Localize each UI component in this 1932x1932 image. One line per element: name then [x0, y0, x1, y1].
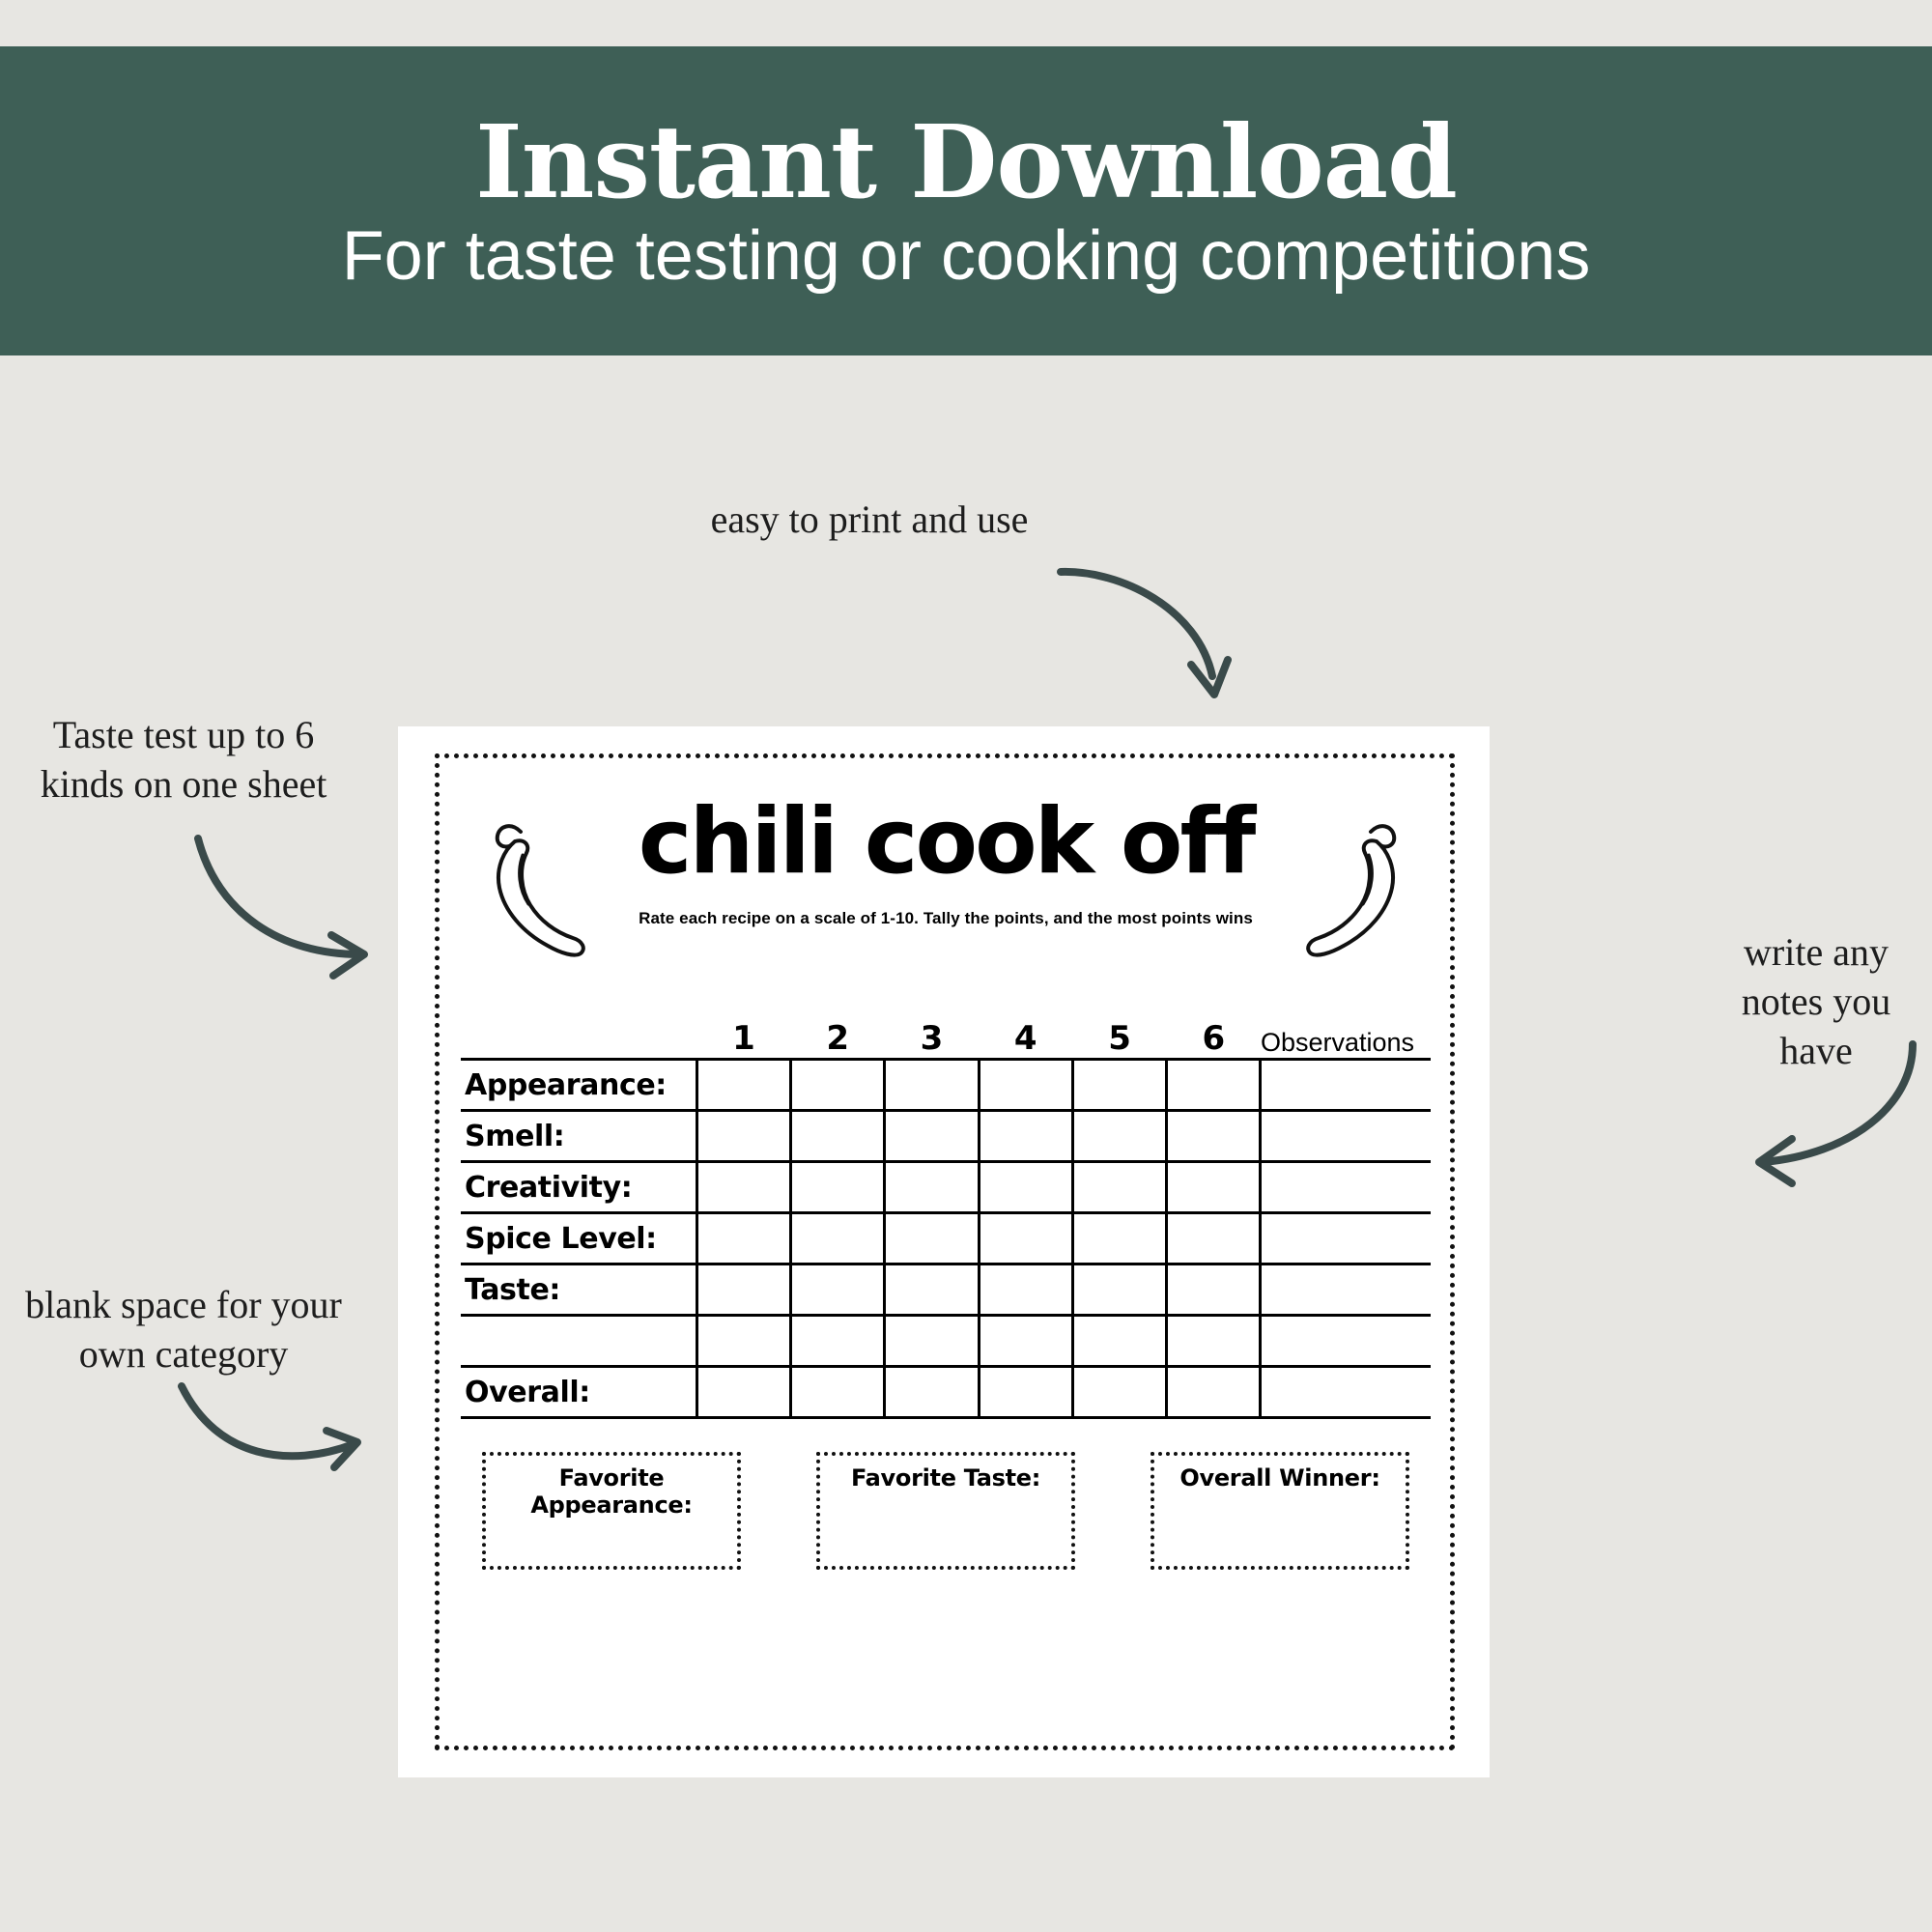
favorite-taste-box[interactable]: [816, 1452, 1075, 1570]
table-row: [461, 1264, 1431, 1316]
column-header-1: 1: [732, 1019, 755, 1058]
row-label-overall: Overall:: [461, 1367, 696, 1418]
cell-overall-5[interactable]: [1072, 1367, 1166, 1418]
cell-appearance-6[interactable]: [1167, 1060, 1261, 1111]
cell-smell-4[interactable]: [979, 1111, 1072, 1162]
column-header-observations: Observations: [1260, 1028, 1415, 1057]
cell-smell-observations[interactable]: [1261, 1111, 1431, 1162]
cell-blank-4[interactable]: [979, 1316, 1072, 1367]
cell-overall-2[interactable]: [791, 1367, 885, 1418]
cell-appearance-2[interactable]: [791, 1060, 885, 1111]
table-row: [461, 1111, 1431, 1162]
annotation-easy-to-print: easy to print and use: [710, 497, 1029, 541]
row-label-taste: Taste:: [461, 1264, 696, 1316]
cell-smell-2[interactable]: [791, 1111, 885, 1162]
chili-pepper-icon: [1299, 812, 1425, 972]
cell-blank-6[interactable]: [1167, 1316, 1261, 1367]
table-row: [461, 1367, 1431, 1418]
row-label-spice-level: Spice Level:: [461, 1213, 696, 1264]
promo-banner: [0, 46, 1932, 355]
header-spacer: [461, 1006, 696, 1060]
banner-subtitle: For taste testing or cooking competitions: [341, 216, 1591, 295]
scorecard-table: [461, 1006, 1431, 1419]
cell-blank-3[interactable]: [885, 1316, 979, 1367]
cell-appearance-5[interactable]: [1072, 1060, 1166, 1111]
cell-taste-observations[interactable]: [1261, 1264, 1431, 1316]
sheet-header: [461, 789, 1431, 990]
cell-creativity-4[interactable]: [979, 1162, 1072, 1213]
cell-smell-3[interactable]: [885, 1111, 979, 1162]
favorite-appearance-box[interactable]: [482, 1452, 741, 1570]
arrow-left-upper-icon: [188, 831, 382, 985]
cell-blank-observations[interactable]: [1261, 1316, 1431, 1367]
cell-spice-observations[interactable]: [1261, 1213, 1431, 1264]
overall-winner-label: Overall Winner:: [1179, 1464, 1380, 1492]
table-row: [461, 1162, 1431, 1213]
cell-taste-3[interactable]: [885, 1264, 979, 1316]
cell-smell-1[interactable]: [696, 1111, 790, 1162]
table-header-row: [461, 1006, 1431, 1060]
table-row: [461, 1060, 1431, 1111]
row-label-blank[interactable]: [461, 1316, 696, 1367]
favorite-appearance-label: Favorite Appearance:: [530, 1464, 693, 1519]
arrow-top-icon: [1053, 560, 1246, 715]
row-label-appearance: Appearance:: [461, 1060, 696, 1111]
cell-creativity-6[interactable]: [1167, 1162, 1261, 1213]
bottom-boxes: [461, 1452, 1431, 1570]
cell-spice-4[interactable]: [979, 1213, 1072, 1264]
cell-smell-5[interactable]: [1072, 1111, 1166, 1162]
cell-taste-5[interactable]: [1072, 1264, 1166, 1316]
table-row: [461, 1213, 1431, 1264]
cell-blank-2[interactable]: [791, 1316, 885, 1367]
cell-smell-6[interactable]: [1167, 1111, 1261, 1162]
cell-spice-1[interactable]: [696, 1213, 790, 1264]
cell-overall-6[interactable]: [1167, 1367, 1261, 1418]
annotation-blank-space: blank space for your own category: [25, 1283, 342, 1377]
cell-taste-1[interactable]: [696, 1264, 790, 1316]
cell-overall-4[interactable]: [979, 1367, 1072, 1418]
cell-creativity-observations[interactable]: [1261, 1162, 1431, 1213]
row-label-smell: Smell:: [461, 1111, 696, 1162]
column-header-4: 4: [1013, 1019, 1037, 1058]
cell-taste-2[interactable]: [791, 1264, 885, 1316]
favorite-taste-label: Favorite Taste:: [850, 1464, 1041, 1492]
cell-spice-2[interactable]: [791, 1213, 885, 1264]
sheet-instructions: Rate each recipe on a scale of 1-10. Tally the points, and the most points wins: [639, 909, 1253, 927]
cell-appearance-4[interactable]: [979, 1060, 1072, 1111]
chili-pepper-icon: [467, 812, 592, 972]
cell-blank-1[interactable]: [696, 1316, 790, 1367]
column-header-3: 3: [920, 1019, 944, 1058]
table-row: [461, 1316, 1431, 1367]
banner-title: Instant Download: [475, 101, 1457, 221]
cell-taste-4[interactable]: [979, 1264, 1072, 1316]
cell-overall-3[interactable]: [885, 1367, 979, 1418]
cell-appearance-observations[interactable]: [1261, 1060, 1431, 1111]
overall-winner-box[interactable]: [1151, 1452, 1409, 1570]
cell-spice-3[interactable]: [885, 1213, 979, 1264]
annotation-taste-test-six: Taste test up to 6 kinds on one sheet: [40, 713, 327, 807]
row-label-creativity: Creativity:: [461, 1162, 696, 1213]
cell-creativity-1[interactable]: [696, 1162, 790, 1213]
cell-creativity-2[interactable]: [791, 1162, 885, 1213]
cell-spice-6[interactable]: [1167, 1213, 1261, 1264]
arrow-left-lower-icon: [174, 1367, 377, 1492]
column-header-6: 6: [1202, 1019, 1226, 1058]
cell-creativity-5[interactable]: [1072, 1162, 1166, 1213]
column-header-2: 2: [826, 1019, 850, 1058]
cell-overall-observations[interactable]: [1261, 1367, 1431, 1418]
cell-spice-5[interactable]: [1072, 1213, 1166, 1264]
cell-blank-5[interactable]: [1072, 1316, 1166, 1367]
sheet-title: chili cook off: [638, 789, 1254, 895]
printable-sheet: [398, 726, 1490, 1777]
cell-taste-6[interactable]: [1167, 1264, 1261, 1316]
cell-appearance-1[interactable]: [696, 1060, 790, 1111]
column-header-5: 5: [1108, 1019, 1131, 1058]
cell-appearance-3[interactable]: [885, 1060, 979, 1111]
sheet-dotted-border: [435, 753, 1455, 1750]
cell-overall-1[interactable]: [696, 1367, 790, 1418]
cell-creativity-3[interactable]: [885, 1162, 979, 1213]
annotation-write-notes: write any notes you have: [1741, 930, 1891, 1073]
